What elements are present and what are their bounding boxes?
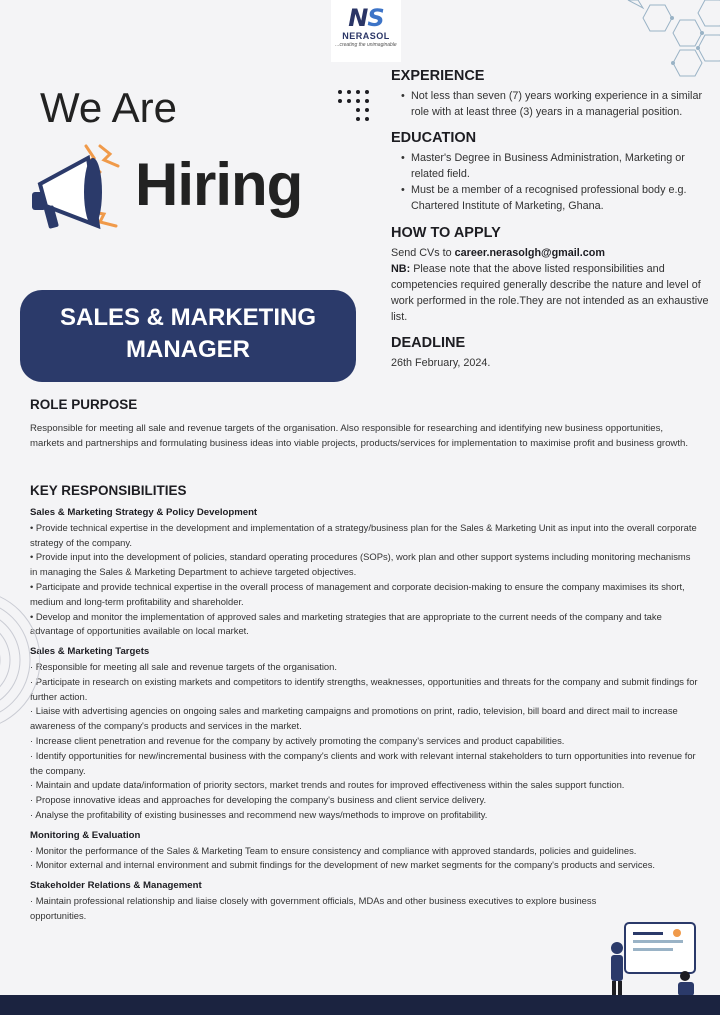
education-item: • Must be a member of a recognised professional body e.g. Chartered Institute of Marketing, Ghana. bbox=[401, 182, 709, 214]
group-title: Stakeholder Relations & Management bbox=[30, 880, 202, 892]
group-title: Sales & Marketing Targets bbox=[30, 646, 150, 658]
list-item: · Participate in research on existing markets and competitors to identify strengths, weaknesses, opportunities and threats for the company and submit findings for further action. bbox=[30, 675, 698, 702]
logo-tagline: ...creating the unimaginable bbox=[335, 42, 397, 48]
business-people-illustration-icon bbox=[605, 918, 705, 998]
list-item: · Liaise with advertising agencies on ongoing sales and marketing campaigns and promotions on print, radio, television, bill board and direct mail to increase awareness of the company's products and services in the market. bbox=[30, 705, 678, 732]
list-item: · Maintain and update data/information of priority sectors, market trends and routes for improved effectiveness within the sales support function. bbox=[30, 779, 625, 791]
how-to-apply-section bbox=[391, 225, 709, 325]
deadline-heading: DEADLINE bbox=[391, 335, 466, 351]
role-purpose-heading: ROLE PURPOSE bbox=[30, 397, 138, 412]
list-item: · Identify opportunities for new/incremental business with the company's clients and work with relevant internal stakeholders to turn opportunities into revenue for the company. bbox=[30, 749, 696, 776]
deadline-section bbox=[391, 335, 709, 371]
concentric-arcs-icon bbox=[0, 580, 40, 740]
dot-grid-icon bbox=[336, 88, 370, 124]
deadline-date: 26th February, 2024. bbox=[391, 357, 491, 369]
responsibilities-list bbox=[30, 506, 698, 930]
footer-stripe bbox=[0, 995, 720, 1015]
list-item: • Provide technical expertise in the development and implementation of a strategy/business plan for the Sales & Marketing Unit as input into the overall corporate strategy of the company. bbox=[30, 521, 697, 548]
group-title: Monitoring & Evaluation bbox=[30, 829, 141, 841]
experience-item: • Not less than seven (7) years working experience in a similar role with at least three (3) years in a managerial position. bbox=[401, 88, 709, 120]
education-item: • Master's Degree in Business Administration, Marketing or related field. bbox=[401, 150, 709, 182]
logo-name: NERASOL bbox=[342, 31, 390, 41]
education-heading: EDUCATION bbox=[391, 130, 477, 146]
list-item: • Participate and provide technical expertise in the overall process of management and corporate decision-making to ensure the company maximises its short, medium and long-term profitability and shareholder. bbox=[30, 580, 685, 607]
key-responsibilities-heading: KEY RESPONSIBILITIES bbox=[30, 483, 187, 498]
list-item: • Develop and monitor the implementation of approved sales and marketing strategies that are appropriate to the current needs of the company and take advantage of opportunities available on local market. bbox=[30, 610, 662, 637]
role-purpose-text: Responsible for meeting all sale and revenue targets of the organisation. Also responsible for researching and identifying new business opportunities, markets and partnerships and formulating business ideas into viable projects, products/services for implementation to maximise profit and business growth. bbox=[30, 423, 689, 449]
list-item: · Monitor external and internal environment and submit findings for the development of new market segments for the company's products and services. bbox=[30, 859, 656, 871]
how-to-apply-heading: HOW TO APPLY bbox=[391, 225, 501, 241]
requirements-column bbox=[391, 68, 709, 371]
list-item: · Monitor the performance of the Sales & Marketing Team to ensure consistency and compliance with approved standards, policies and guidelines. bbox=[30, 844, 637, 856]
group-title: Sales & Marketing Strategy & Policy Development bbox=[30, 507, 258, 518]
hiring-text: Hiring bbox=[135, 151, 303, 218]
stakeholder-group bbox=[30, 879, 605, 923]
list-item: · Propose innovative ideas and approaches for developing the company's business and client service delivery. bbox=[30, 794, 487, 806]
job-title-line2: MANAGER bbox=[126, 336, 250, 363]
list-item: · Analyse the profitability of existing businesses and recommend new ways/methods to improve on profitability. bbox=[30, 808, 488, 820]
monitoring-group bbox=[30, 829, 698, 873]
megaphone-icon bbox=[26, 136, 146, 236]
logo-mark: NS bbox=[348, 4, 384, 32]
list-item: · Maintain professional relationship and liaise closely with government officials, MDAs and other business executives to explore business opportunities. bbox=[30, 894, 597, 921]
strategy-policy-group bbox=[30, 506, 698, 639]
we-are-text: We Are bbox=[40, 84, 177, 131]
send-cv-line: Send CVs to career.nerasolgh@gmail.com bbox=[391, 247, 605, 259]
targets-group bbox=[30, 645, 698, 823]
application-email[interactable]: career.nerasolgh@gmail.com bbox=[454, 247, 605, 259]
job-title-banner bbox=[20, 290, 356, 382]
list-item: · Responsible for meeting all sale and revenue targets of the organisation. bbox=[30, 660, 337, 672]
experience-heading: EXPERIENCE bbox=[391, 68, 485, 84]
education-section bbox=[391, 130, 709, 214]
company-logo bbox=[331, 0, 401, 62]
list-item: • Provide input into the development of policies, standard operating procedures (SOPs), work plan and other support systems including monitoring mechanisms in managing the Sales & Marketing Department to achieve targeted objectives. bbox=[30, 551, 691, 578]
job-title-line1: SALES & MARKETING bbox=[59, 304, 316, 331]
nb-note: NB: Please note that the above listed responsibilities and competencies required generally describe the nature and level of work performed in the role.They are not intended as an exhaustive list. bbox=[391, 263, 709, 323]
list-item: · Increase client penetration and revenue for the company by actively promoting the company's services and product capabilities. bbox=[30, 734, 565, 746]
experience-section bbox=[391, 68, 709, 120]
